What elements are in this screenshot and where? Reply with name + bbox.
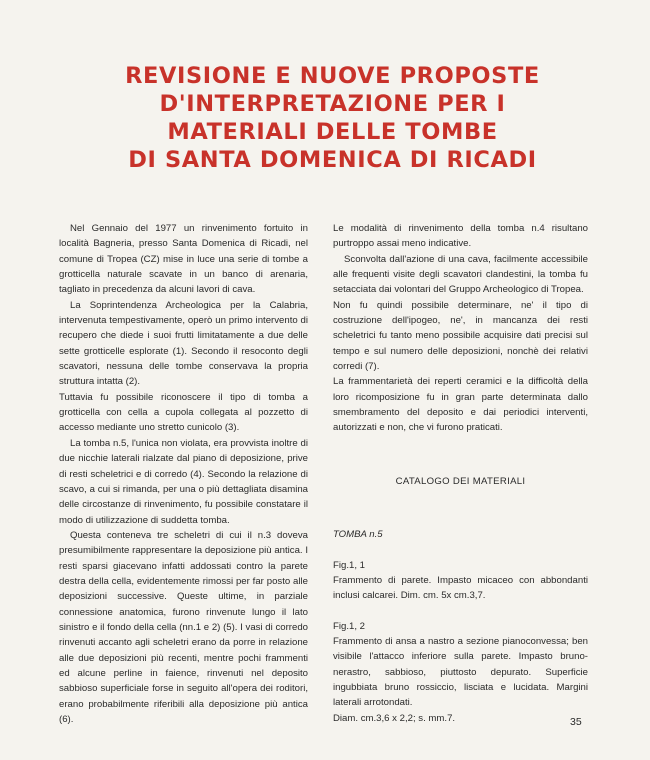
paragraph: La tomba n.5, l'unica non violata, era provvista inoltre di due nicchie laterali rialzate dal piano di deposizione, prive di resti scheletrici e di corredo (4). Secondo la relazione di scavo, a cui si rimanda, per una o più dettagliata disamina delle circostanze di rinvenimento, fu possibile constatare il modo di utilizzazione di suddetta tomba. — [59, 437, 308, 526]
page-number: 35 — [570, 716, 582, 728]
paragraph: Non fu quindi possibile determinare, ne' il tipo di costruzione dell'ipogeo, ne', in mancanza dei resti scheletrici fu tanto meno possibile acquisire dati precisi sul tempo e sul numero delle deposizioni, nonchè dei relativi corredi (7). — [333, 299, 588, 373]
paragraph: Sconvolta dall'azione di una cava, facilmente accessibile alle frequenti visite degli scavatori clandestini, la tomba fu setacciata dai volontari del Gruppo Archeologico di Tropea. — [333, 253, 588, 296]
paragraph: Nel Gennaio del 1977 un rinvenimento fortuito in località Bagneria, presso Santa Domenica di Ricadi, nel comune di Tropea (CZ) mise in luce una serie di tombe a grotticella naturale scavate in un banco di arenaria, tagliato in precedenza da alcuni lavori di cava. — [59, 223, 308, 296]
figure-label: Fig.1, 1 — [333, 559, 365, 571]
title-line-1: REVISIONE E NUOVE PROPOSTE — [125, 63, 540, 89]
title-line-4: DI SANTA DOMENICA DI RICADI — [128, 147, 537, 173]
left-column — [59, 221, 308, 727]
paragraph: La Soprintendenza Archeologica per la Calabria, intervenuta tempestivamente, operò un primo intervento di recupero che diede i suoi frutti limitatamente a due delle sette grotticelle esplorate (1). Secondo il resoconto degli scavatori, nessuna delle tombe conservava la propria struttura intatta (2). — [59, 299, 308, 388]
title-line-2: D'INTERPRETAZIONE PER I — [159, 91, 506, 117]
paragraph: La frammentarietà dei reperti ceramici e la difficoltà della loro ricomposizione fu in gran parte determinata dallo smembramento del deposito e dai periodici interventi, autorizzati e non, che vi furono praticati. — [333, 376, 588, 434]
tomb-heading: TOMBA n.5 — [333, 529, 383, 541]
catalog-entry: Frammento di parete. Impasto micaceo con abbondanti inclusi calcarei. Dim. cm. 5x cm.3,7. — [333, 574, 588, 602]
paragraph: Questa conteneva tre scheletri di cui il n.3 doveva presumibilmente rappresentare la deposizione più antica. I resti sparsi giacevano infatti addossati contro la parete destra della cella, evidentemente rimossi per far posto alle deposizioni successive. Queste ultime, in parziale connessione anatomica, furono rinvenute lungo il lato sinistro e il fondo della cella (nn.1 e 2) (5). I vasi di corredo rinvenuti accanto agli scheletri erano da porre in relazione alle due deposizioni più recenti, mentre pochi frammenti ed alcune perline in faience, rinvenuti nel deposito sabbioso superficiale forse in seguito all'opera dei roditori, erano probabilmente riferibili alla deposizione più antica (6). — [59, 529, 308, 725]
paragraph: Tuttavia fu possibile riconoscere il tipo di tomba a grotticella con cella a cupola collegata al pozzetto di accesso mediante uno stretto cunicolo (3). — [59, 391, 308, 434]
catalog-dimensions: Diam. cm.3,6 x 2,2; s. mm.7. — [333, 712, 456, 724]
catalog-entry: Frammento di ansa a nastro a sezione pianoconvessa; ben visibile l'attacco inferiore sulla parete. Impasto bruno-nerastro, sabbioso, piuttosto depurato. Superficie ingubbiata bruno rossiccio, lisciata e lucidata. Margini laterali arrotondati. — [333, 635, 588, 709]
paragraph: Le modalità di rinvenimento della tomba n.4 risultano purtroppo assai meno indicative. — [333, 223, 588, 250]
right-column — [333, 221, 588, 726]
catalog-heading: CATALOGO DEI MATERIALI — [395, 475, 526, 487]
title-line-3: MATERIALI DELLE TOMBE — [167, 119, 498, 145]
article-title — [60, 62, 605, 174]
figure-label: Fig.1, 2 — [333, 620, 365, 632]
